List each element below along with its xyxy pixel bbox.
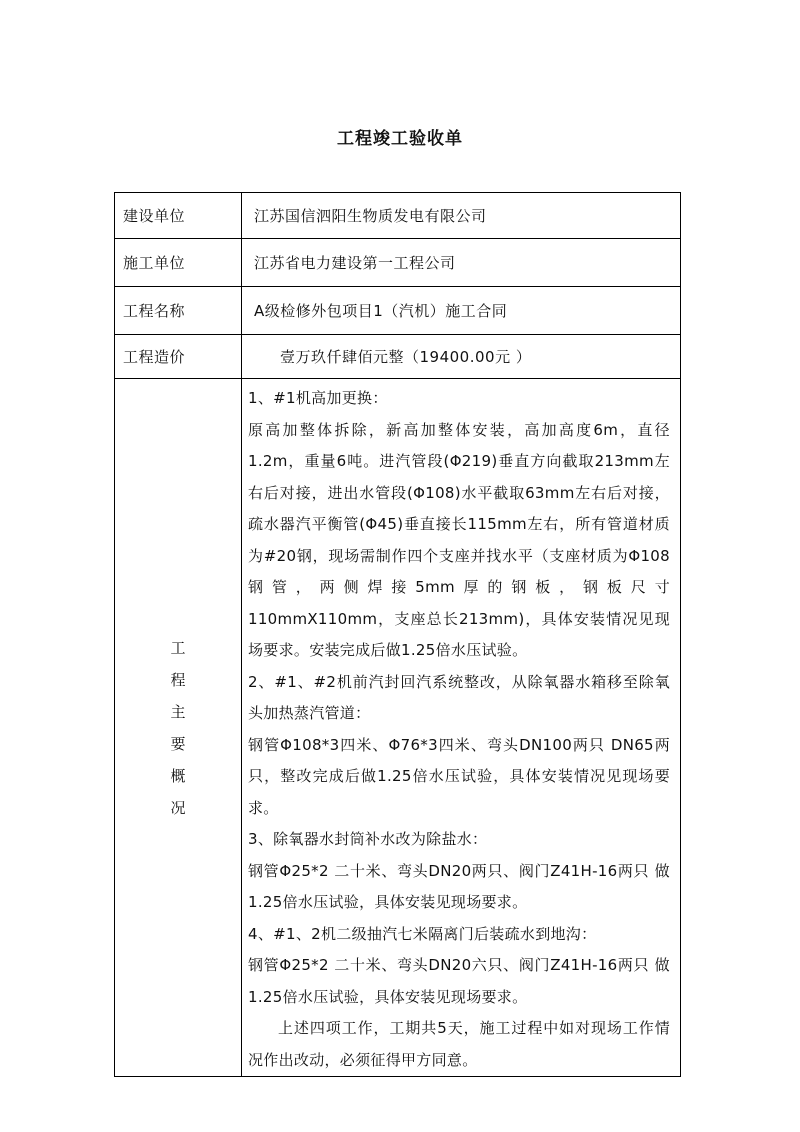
overview-content — [242, 379, 681, 1077]
acceptance-form-table — [114, 192, 681, 1077]
overview-label — [115, 379, 242, 1077]
project-name-value: A级检修外包项目1（汽机）施工合同 — [242, 287, 681, 335]
construction-unit-value: 江苏国信泗阳生物质发电有限公司 — [242, 193, 681, 239]
item-3-body: 钢管Φ25*2 二十米、弯头DN20两只、阀门Z41H-16两只 做1.25倍水压试验，具体安装见现场要求。 — [248, 861, 670, 911]
table-row-construction-unit — [115, 193, 681, 239]
overview-label-char: 况 — [170, 798, 186, 817]
item-4-heading: 4、#1、2机二级抽汽七米隔离门后装疏水到地沟： — [248, 924, 597, 943]
overview-label-char: 主 — [170, 702, 186, 721]
table-row-project-cost — [115, 335, 681, 379]
item-2-body: 钢管Φ108*3四米、Φ76*3四米、弯头DN100两只 DN65两只，整改完成后做1.25倍水压试验，具体安装情况见现场要求。 — [248, 735, 670, 817]
project-cost-value: 壹万玖仟肆佰元整（19400.00元 ） — [242, 335, 681, 379]
item-3-heading: 3、除氧器水封筒补水改为除盐水： — [248, 830, 488, 848]
overview-label-char: 工 — [170, 638, 186, 657]
item-4-body: 钢管Φ25*2 二十米、弯头DN20六只、阀门Z41H-16两只 做1.25倍水压试验，具体安装见现场要求。 — [248, 956, 670, 1006]
table-row-overview — [115, 379, 681, 1077]
item-1-body: 原高加整体拆除，新高加整体安装，高加高度6m，直径1.2m，重量6吨。进汽管段(Φ219)垂直方向截取213mm左右后对接，进出水管段(Φ108)水平截取63mm左右后对接，疏水器汽平衡管(Φ45)垂直接长115mm左右，所有管道材质为#20钢，现场需制作四个支座并找水平（支座材质为Φ108钢管，两侧焊接5mm厚的钢板，钢板尺寸110mmX110mm，支座总长213mm)，具体安装情况见现场要求。安装完成后做1.25倍水压试验。 — [248, 420, 670, 659]
contractor-value: 江苏省电力建设第一工程公司 — [242, 239, 681, 287]
overview-label-char: 概 — [170, 766, 186, 785]
document-title: 工程竣工验收单 — [337, 129, 463, 149]
construction-unit-label: 建设单位 — [115, 193, 242, 239]
overview-label-char: 要 — [170, 734, 186, 753]
table-row-contractor — [115, 239, 681, 287]
project-cost-label: 工程造价 — [115, 335, 242, 379]
contractor-label: 施工单位 — [115, 239, 242, 287]
item-1-heading: 1、#1机高加更换： — [248, 389, 388, 407]
project-name-label: 工程名称 — [115, 287, 242, 335]
summary-paragraph: 上述四项工作，工期共5天，施工过程中如对现场工作情况作出改动，必须征得甲方同意。 — [248, 1019, 670, 1069]
overview-label-char: 程 — [170, 670, 186, 689]
item-2-heading: 2、#1、#2机前汽封回汽系统整改，从除氧器水箱移至除氧头加热蒸汽管道： — [248, 672, 670, 722]
table-row-project-name — [115, 287, 681, 335]
